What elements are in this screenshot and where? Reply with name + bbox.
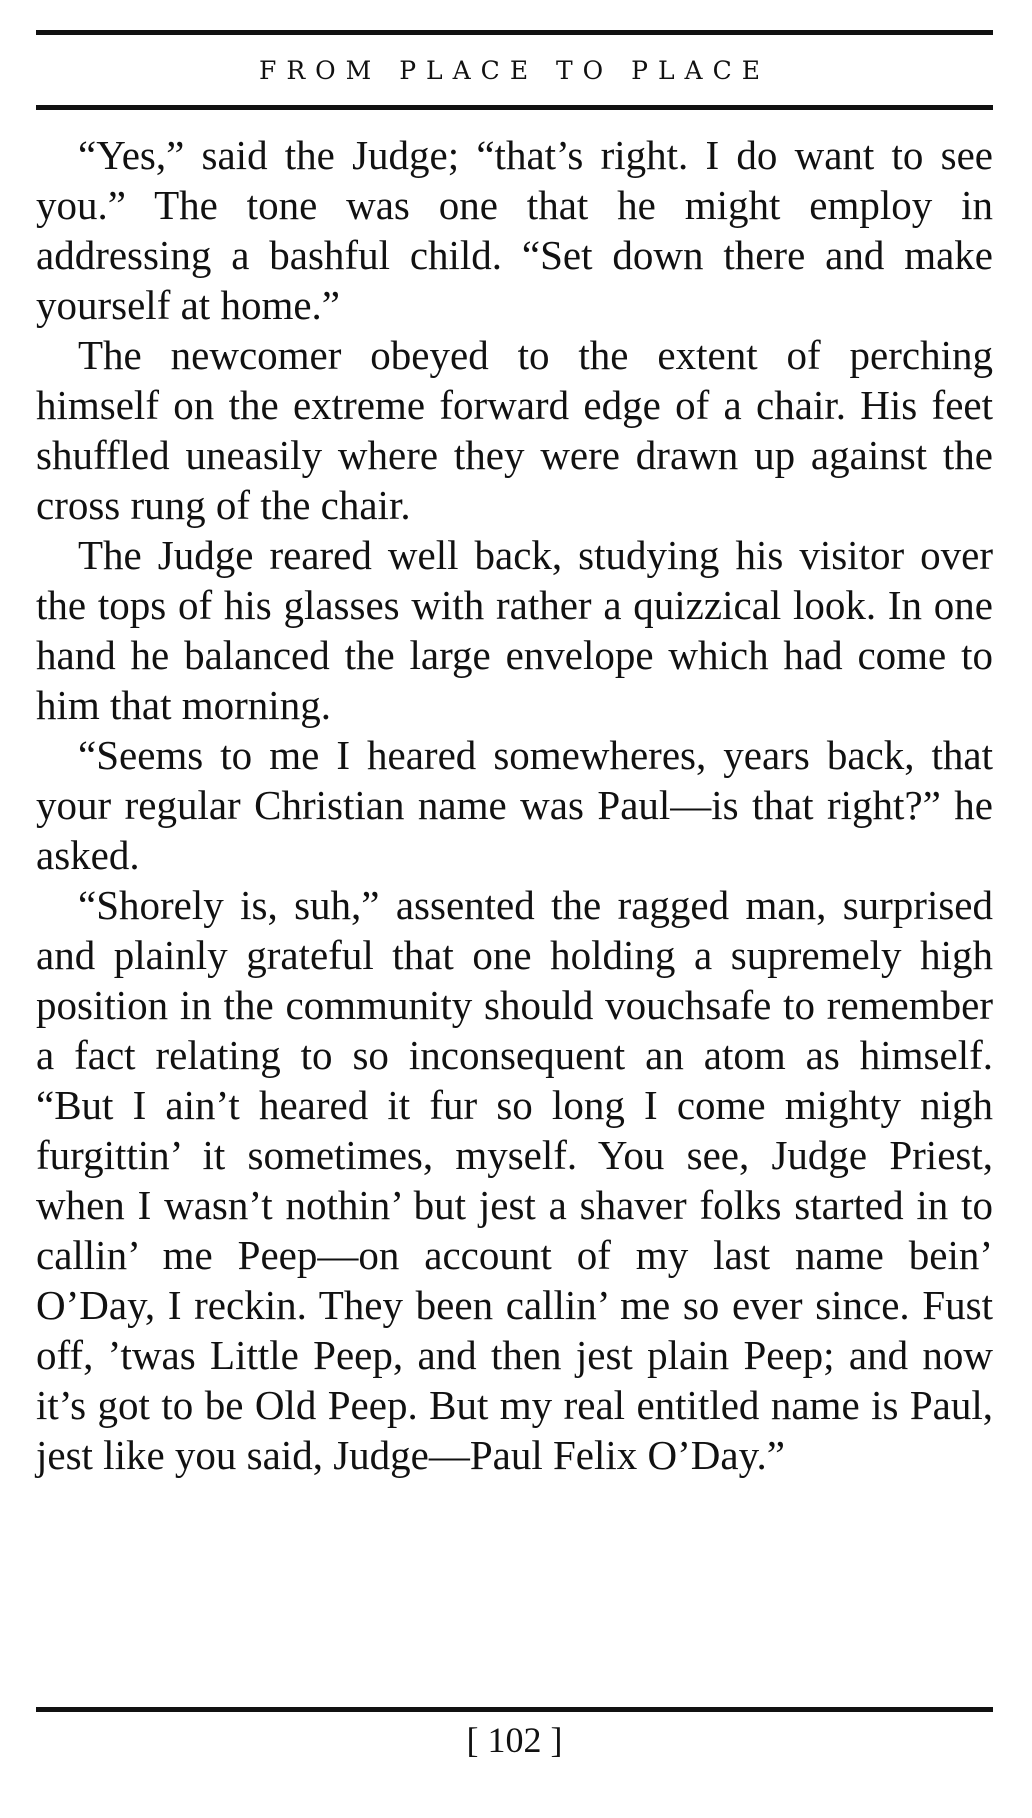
paragraph: “Seems to me I heared somewheres, years back, that your regular Christian name was Paul—is that right?” he asked. xyxy=(36,732,993,878)
page-number: [ 102 ] xyxy=(466,1720,563,1760)
paragraph: The newcomer obeyed to the extent of perching himself on the extreme forward edge of a chair. His feet shuffled uneasily where they were drawn up against the cross rung of the chair. xyxy=(36,332,993,528)
header-rule-bottom xyxy=(36,105,993,110)
header-rule-top xyxy=(36,30,993,35)
running-head: FROM PLACE TO PLACE xyxy=(259,56,770,85)
body-text xyxy=(36,130,993,1480)
paragraph: “Shorely is, suh,” assented the ragged man, surprised and plainly grateful that one holding a supremely high position in the community should vouchsafe to remember a fact relating to so inconsequent an atom as himself. “But I ain’t heared it fur so long I come mighty nigh furgittin’ it sometimes, myself. You see, Judge Priest, when I wasn’t nothin’ but jest a shaver folks started in to callin’ me Peep—on account of my last name bein’ O’Day, I reckin. They been callin’ me so ever since. Fust off, ’twas Little Peep, and then jest plain Peep; and now it’s got to be Old Peep. But my real entitled name is Paul, jest like you said, Judge—Paul Felix O’Day.” xyxy=(36,882,993,1478)
paragraph: “Yes,” said the Judge; “that’s right. I do want to see you.” The tone was one that he might employ in addressing a bashful child. “Set down there and make yourself at home.” xyxy=(36,132,993,328)
paragraph: The Judge reared well back, studying his visitor over the tops of his glasses with rather a quizzical look. In one hand he balanced the large envelope which had come to him that morning. xyxy=(36,532,993,728)
